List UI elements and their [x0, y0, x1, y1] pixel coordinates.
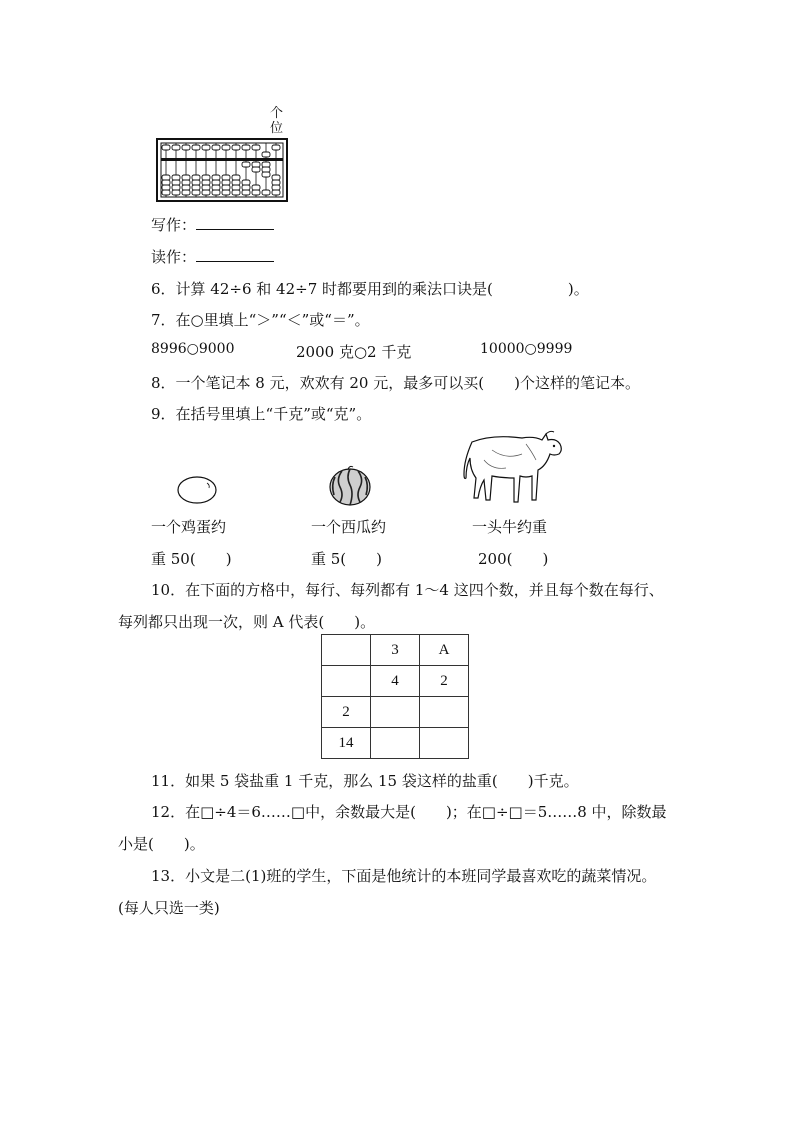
question-13-line1: 13．小文是二(1)班的学生，下面是他统计的本班同学最喜欢吃的蔬菜情况。 [151, 867, 657, 885]
grid-cell[interactable] [371, 728, 420, 759]
grid-cell[interactable]: A [420, 635, 469, 666]
write-answer-line [151, 214, 274, 235]
q9-cow-line1: 一头牛约重 [472, 518, 548, 536]
q7-compare-2: 2000 克○2 千克 [296, 343, 412, 361]
question-6: 6．计算 42÷6 和 42÷7 时都要用到的乘法口诀是( )。 [151, 280, 589, 298]
cow-icon [462, 430, 568, 508]
write-blank[interactable] [196, 215, 274, 230]
watermelon-icon [328, 465, 372, 507]
q7-compare-3: 10000○9999 [480, 341, 573, 357]
read-label: 读作： [151, 248, 197, 266]
question-8: 8．一个笔记本 8 元，欢欢有 20 元，最多可以买( )个这样的笔记本。 [151, 374, 640, 392]
q9-cow-line2: 200( ) [478, 550, 549, 568]
egg-icon [176, 474, 218, 506]
question-12-line2: 小是( )。 [118, 835, 205, 853]
grid-cell[interactable] [371, 697, 420, 728]
grid-cell[interactable] [420, 728, 469, 759]
question-9: 9．在括号里填上“千克”或“克”。 [151, 405, 372, 423]
grid-cell[interactable]: 3 [371, 635, 420, 666]
grid-cell[interactable] [420, 697, 469, 728]
read-blank[interactable] [196, 247, 274, 262]
grid-cell[interactable] [322, 635, 371, 666]
grid-row [322, 728, 469, 759]
abacus-ones-label: 个 位 [270, 106, 284, 136]
question-11: 11．如果 5 袋盐重 1 千克，那么 15 袋这样的盐重( )千克。 [151, 772, 579, 790]
question-7: 7．在○里填上“＞”“＜”或“＝”。 [151, 311, 370, 329]
grid-row [322, 635, 469, 666]
grid-cell[interactable]: 2 [322, 697, 371, 728]
grid-cell[interactable]: 2 [420, 666, 469, 697]
q7-compare-1: 8996○9000 [151, 341, 235, 357]
q9-melon-line2: 重 5( ) [311, 550, 383, 568]
question-10-line1: 10．在下面的方格中，每行、每列都有 1～4 这四个数，并且每个数在每行、 [151, 581, 664, 599]
q9-egg-line2: 重 50( ) [151, 550, 232, 568]
question-12-line1: 12．在□÷4＝6……□中，余数最大是( )；在□÷□＝5……8 中，除数最 [151, 803, 667, 821]
abacus-image [156, 138, 288, 202]
question-10-line2: 每列都只出现一次，则 A 代表( )。 [118, 613, 376, 631]
read-answer-line [151, 246, 274, 267]
number-grid [321, 634, 469, 759]
grid-cell[interactable]: 4 [371, 666, 420, 697]
grid-row [322, 697, 469, 728]
q9-egg-line1: 一个鸡蛋约 [151, 518, 227, 536]
write-label: 写作： [151, 216, 197, 234]
grid-cell[interactable]: 14 [322, 728, 371, 759]
question-13-line2: (每人只选一类) [118, 899, 220, 917]
grid-cell[interactable] [322, 666, 371, 697]
grid-row [322, 666, 469, 697]
q9-melon-line1: 一个西瓜约 [311, 518, 387, 536]
